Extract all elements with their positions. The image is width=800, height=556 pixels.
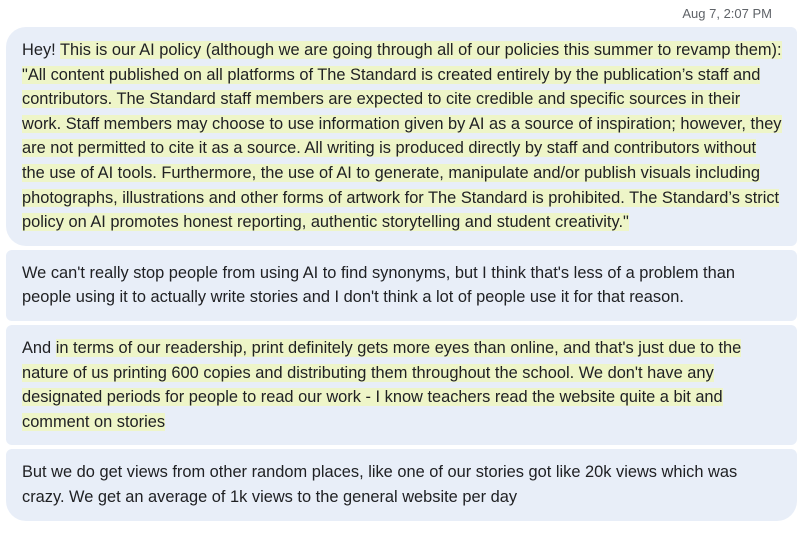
message-bubble-views[interactable] (6, 449, 797, 520)
message-bubble-synonyms[interactable] (6, 250, 797, 321)
message-text: And (22, 338, 56, 357)
message-text: Hey! (22, 41, 60, 59)
message-bubble-ai-policy[interactable] (6, 27, 797, 246)
message-timestamp: Aug 7, 2:07 PM (682, 6, 772, 21)
message-text: We can't really stop people from using AI to find synonyms, but I think that's less of a problem than people using it to actually write stories and I don't think a lot of people use it for that reason. (22, 263, 735, 307)
highlighted-text: in terms of our readership, print definitely gets more eyes than online, and that's just due to the nature of us printing 600 copies and distributing them throughout the school. We don't have any designated periods for people to read our work - I know teachers read the website quite a bit and comment on stories (22, 338, 742, 431)
highlighted-text: This is our AI policy (although we are going through all of our policies this summer to revamp them): "All content published on all platforms of The Standard is created entirely by the publication’s staff and contributors. The Standard staff members are expected to cite credible and specific sources in their work. Staff members may choose to use information given by AI as a source of inspiration; however, they are not permitted to cite it as a source. All writing is produced directly by staff and contributors without the use of AI tools. Furthermore, the use of AI to generate, manipulate and/or publish visuals including photographs, illustrations and other forms of artwork for The Standard is prohibited. The Standard’s strict policy on AI promotes honest reporting, authentic storytelling and student creativity." (22, 41, 782, 232)
message-text: But we do get views from other random places, like one of our stories got like 20k views which was crazy. We get an average of 1k views to the general website per day (22, 463, 738, 506)
message-bubble-readership[interactable] (6, 325, 797, 445)
message-thread (6, 27, 797, 525)
